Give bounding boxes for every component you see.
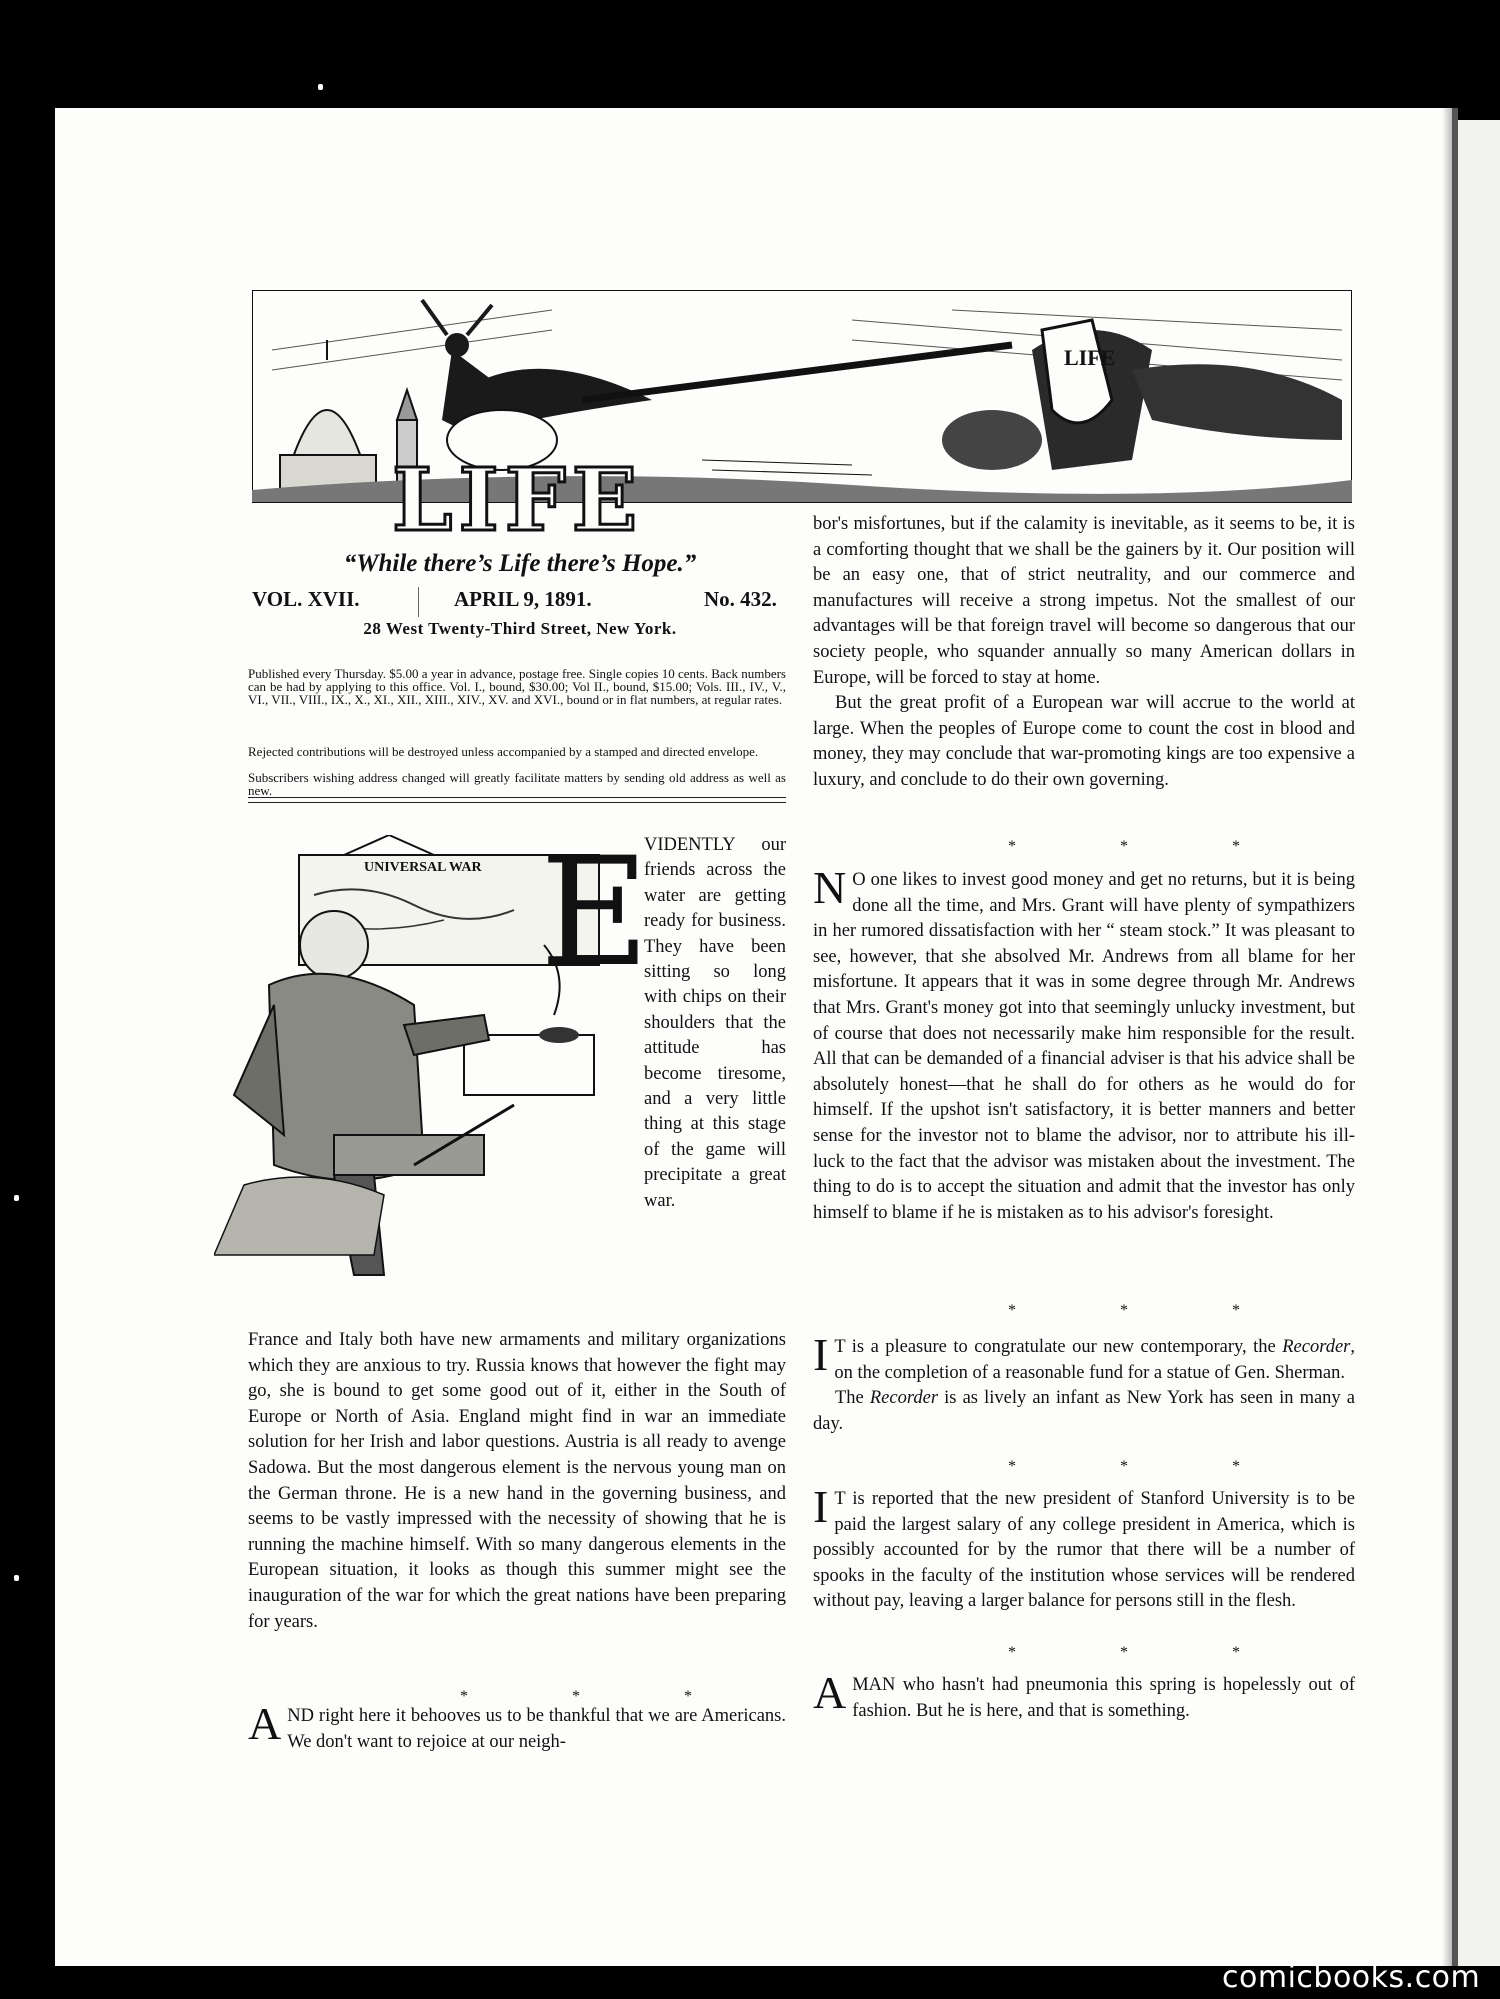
publisher-address: 28 West Twenty-Third Street, New York.	[363, 619, 677, 638]
recorder-title: Recorder	[1282, 1337, 1351, 1357]
grant-steam-stock-paragraph	[813, 862, 1355, 1226]
recorder-title: Recorder	[869, 1388, 939, 1409]
drop-cap-a: A	[813, 1667, 847, 1718]
drop-cap-i: I	[813, 1329, 829, 1380]
section-divider-stars: * * *	[1008, 838, 1290, 855]
lead-article-continued	[248, 1328, 786, 1635]
pneumonia-text: MAN who hasn't had pneumonia this spring is hopelessly out of fashion. But he is here, and that is something.	[852, 1675, 1355, 1721]
stanford-paragraph	[813, 1481, 1355, 1615]
recorder-text: T is a pleasure to congratulate our new contemporary, the	[834, 1337, 1283, 1357]
volume-number: VOL. XVII.	[252, 587, 360, 611]
pneumonia-paragraph	[813, 1667, 1355, 1724]
recorder-text: The	[835, 1388, 870, 1409]
grant-text: O one likes to invest good money and get no returns, but it is being done all the time, and Mrs. Grant will have plenty of sympathizers in her rumored dissatisfaction with her “ steam stock.” It was pleasant to see, however, that she absolved Mr. Andrews from all blame for her misfortune. It appears that it was in some degree through Mr. Andrews that Mrs. Grant's money got into that seemingly unlucky investment, but of course that does not necessarily make him responsible for the result. All that can be demanded of a financial adviser is that his advice shall be absolutely honest—that he shall do for others as he would do for himself. If the upshot isn't satisfactory, it is better manners and better sense for the investor not to blame the advisor, nor to attribute his ill-luck to the fact that the advisor was mistaken about the investment. The thing to do is to accept the situation and admit that the investor has only himself to blame if he is mistaken as to his advisor's foresight.	[813, 870, 1355, 1223]
shield-text: LIFE	[1064, 345, 1116, 370]
issue-number: No. 432.	[704, 587, 777, 611]
map-label: UNIVERSAL WAR	[364, 860, 482, 875]
neighbors-paragraph: bor's misfortunes, but if the calamity is inevitable, as it seems to be, it is a comforting thought that we shall be the gainers by it. Our position will be an easy one, that of strict neutrality, and our commerce and manufactures will receive a strong impetus. Not the smallest of our advantages will be that foreign travel will become so dangerous that our society people, who squander annually so many American dollars in Europe, will be forced to stay at home.	[813, 514, 1355, 688]
address-change-notice: Subscribers wishing address changed will greatly facilitate matters by sending old address as well as new.	[248, 770, 786, 798]
americans-paragraph	[248, 1698, 786, 1755]
drop-cap-e: E	[540, 826, 650, 1000]
next-page-strip	[1458, 120, 1500, 1966]
european-war-paragraph: But the great profit of a European war will accrue to the world at large. When the peoples of Europe come to count the cost in blood and money, they may conclude that war-promoting kings are too expensive a luxury, and conclude to do their own governing.	[813, 693, 1355, 790]
section-divider-stars: * * *	[1008, 1644, 1290, 1661]
issue-separator	[418, 587, 419, 617]
tagline: “While there’s Life there’s Hope.”	[343, 550, 697, 577]
double-rule	[248, 797, 786, 803]
right-column-top	[813, 512, 1355, 794]
drop-cap-n: N	[813, 862, 847, 913]
scan-speck	[14, 1195, 19, 1201]
lead-article-paragraph: France and Italy both have new armaments and military organizations which they are anxious to try. Russia knows that however the fight may go, she is bound to get some good out of it, either in the South of Europe or North of Asia. England might find in war an immediate solution for her Irish and labor questions. Austria is all ready to avenge Sadowa. But the most dangerous element is the nervous young man on the German throne. He is a new hand in the governing business, and seems to be vastly impressed with the necessity of showing that he is running the machine himself. With so many dangerous elements in the European situation, it looks as though this summer might see the inauguration of the war for which the great nations have been preparing for years.	[248, 1330, 786, 1632]
issue-info-row	[250, 587, 790, 617]
rejected-contributions-notice: Rejected contributions will be destroyed unless accompanied by a stamped and directed envelope.	[248, 744, 759, 759]
recorder-text: is as lively an infant as New York has seen in many a day.	[813, 1388, 1355, 1434]
drop-cap-a: A	[248, 1698, 282, 1749]
site-watermark: comicbooks.com	[1222, 1960, 1481, 1995]
desk	[464, 1035, 594, 1095]
section-divider-stars: * * *	[460, 1688, 742, 1705]
issue-date: APRIL 9, 1891.	[454, 587, 592, 611]
scan-speck	[14, 1575, 19, 1581]
subscription-notice: Published every Thursday. $5.00 a year in advance, postage free. Single copies 10 cents. Back numbers can be had by applying to this office. Vol. I., bound, $30.00; Vol II., bound, $15.00; Vols. III., IV., V., VI., VII., VIII., IX., X., XI., XII., XIII., XIV., XV. and XVI., bound or in flat numbers, at regular rates.	[248, 666, 786, 707]
drop-cap-i: I	[813, 1481, 829, 1532]
section-divider-stars: * * *	[1008, 1302, 1290, 1319]
masthead-illustration	[252, 290, 1352, 535]
recorder-text: , on the completion of a reasonable fund for a statue of Gen. Sherman.	[834, 1337, 1355, 1383]
scan-speck	[318, 84, 323, 90]
americans-text: ND right here it behooves us to be thankful that we are Americans. We don't want to rejoice at our neigh-	[287, 1706, 786, 1752]
lead-article-intro: VIDENTLY our friends across the water are getting ready for business. They have been sitting so long with chips on their shoulders that the attitude has become tiresome, and a very little thing at this stage of the game will precipitate a great war.	[644, 835, 786, 1211]
page-gutter-shadow	[1442, 108, 1452, 1966]
stanford-text: T is reported that the new president of Stanford University is to be paid the largest salary of any college president in America, which is possibly accounted for by the rumor that there will be a number of spooks in the faculty of the institution whose services will be rendered without pay, leaving a larger balance for persons still in the flesh.	[813, 1489, 1355, 1612]
section-divider-stars: * * *	[1008, 1458, 1290, 1475]
recorder-paragraph	[813, 1329, 1355, 1437]
life-logo: LIFE	[392, 450, 644, 535]
